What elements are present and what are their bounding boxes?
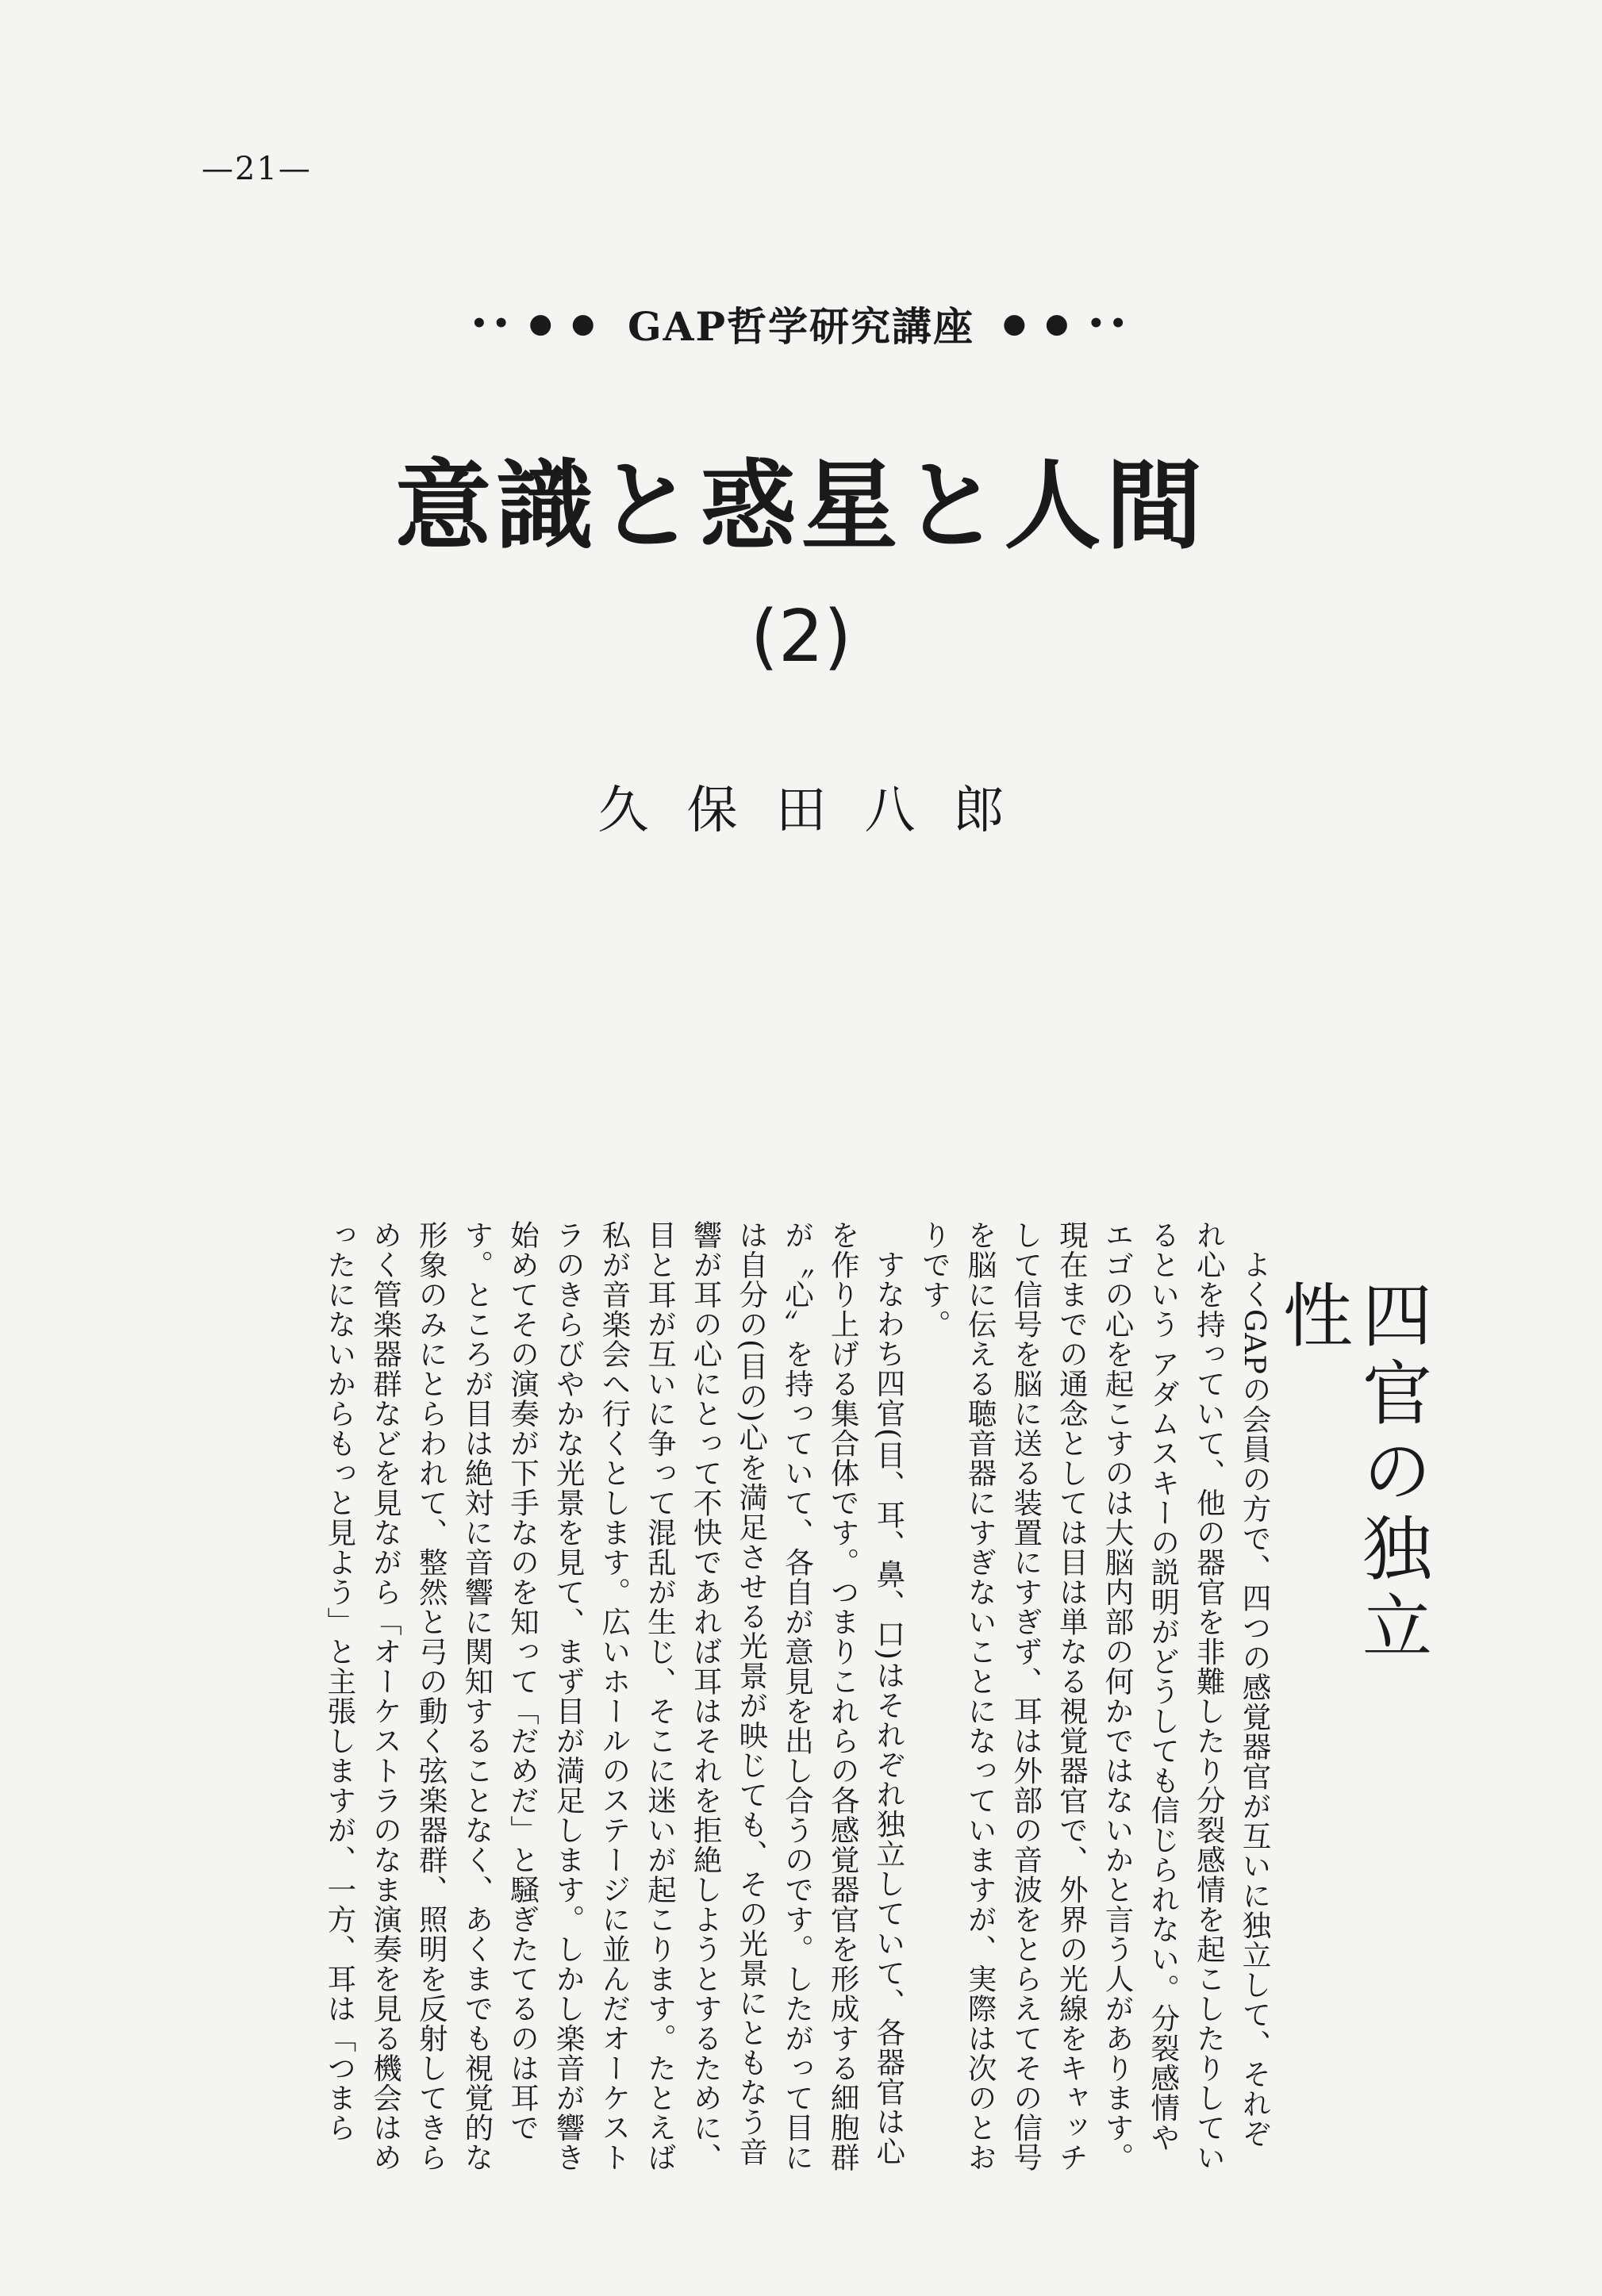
series-header xyxy=(0,295,1602,352)
article-part-number: (2) xyxy=(750,595,852,678)
series-dots-left: •• ● ● xyxy=(471,308,600,340)
series-title: GAP哲学研究講座 xyxy=(627,303,975,350)
article-author: 久保田八郎 xyxy=(597,781,1043,840)
section-heading: 四官の独立性 xyxy=(1272,1279,1433,1668)
article-body xyxy=(198,1220,1277,2172)
series-dots-right: ● ● •• xyxy=(1002,308,1131,340)
body-paragraph: すなわち四官(目、耳、鼻、口)はそれぞれ独立していて、各器官は心を作り上げる集合体です。つまりこれらの各感覚器官を形成する細胞群が〝心〟を持っていて、各自が意見を出し合うのです。したがって目には自分の(目の)心を満足させる光景が映じても、その光景にともなう音響が耳の心にとって不快であれば耳はそれを拒絶しようとするために、目と耳が互いに争って混乱が生じ、そこに迷いが起こります。たとえば私が音楽会へ行くとします。広いホールのステージに並んだオーケストラのきらびやかな光景を見て、まず目が満足します。しかし楽音が響き始めてその演奏が下手なのを知って「だめだ」と騒ぎたてるのは耳です。ところが目は絶対に音響に関知することなく、あくまでも視覚的な形象のみにとらわれて、整然と弓の動く弦楽器群、照明を反射してきらめく管楽器群などを見ながら「オーケストラのなま演奏を見る機会はめったにないからもっと見よう」と主張しますが、一方、耳は「つまら xyxy=(322,1220,906,2172)
page-number: —21— xyxy=(202,151,312,187)
body-paragraph: よくGAPの会員の方で、四つの感覚器官が互いに独立して、それぞれ心を持っていて、他の器官を非難したり分裂感情を起こしたりしているという アダムスキーの説明がどうしても信じられない。分裂感情やエゴの心を起こすのは大脳内部の何かではないかと言う人があります。現在までの通念としては目は単なる視覚器官で、外界の光線をキャッチして信号を脳に送る装置にすぎず、耳は外部の音波をとらえてその信号を脳に伝える聴音器にすぎないことになっていますが、実際は次のとおりです。 xyxy=(917,1220,1272,2172)
article-title: 意識と惑星と人間 xyxy=(394,450,1208,562)
